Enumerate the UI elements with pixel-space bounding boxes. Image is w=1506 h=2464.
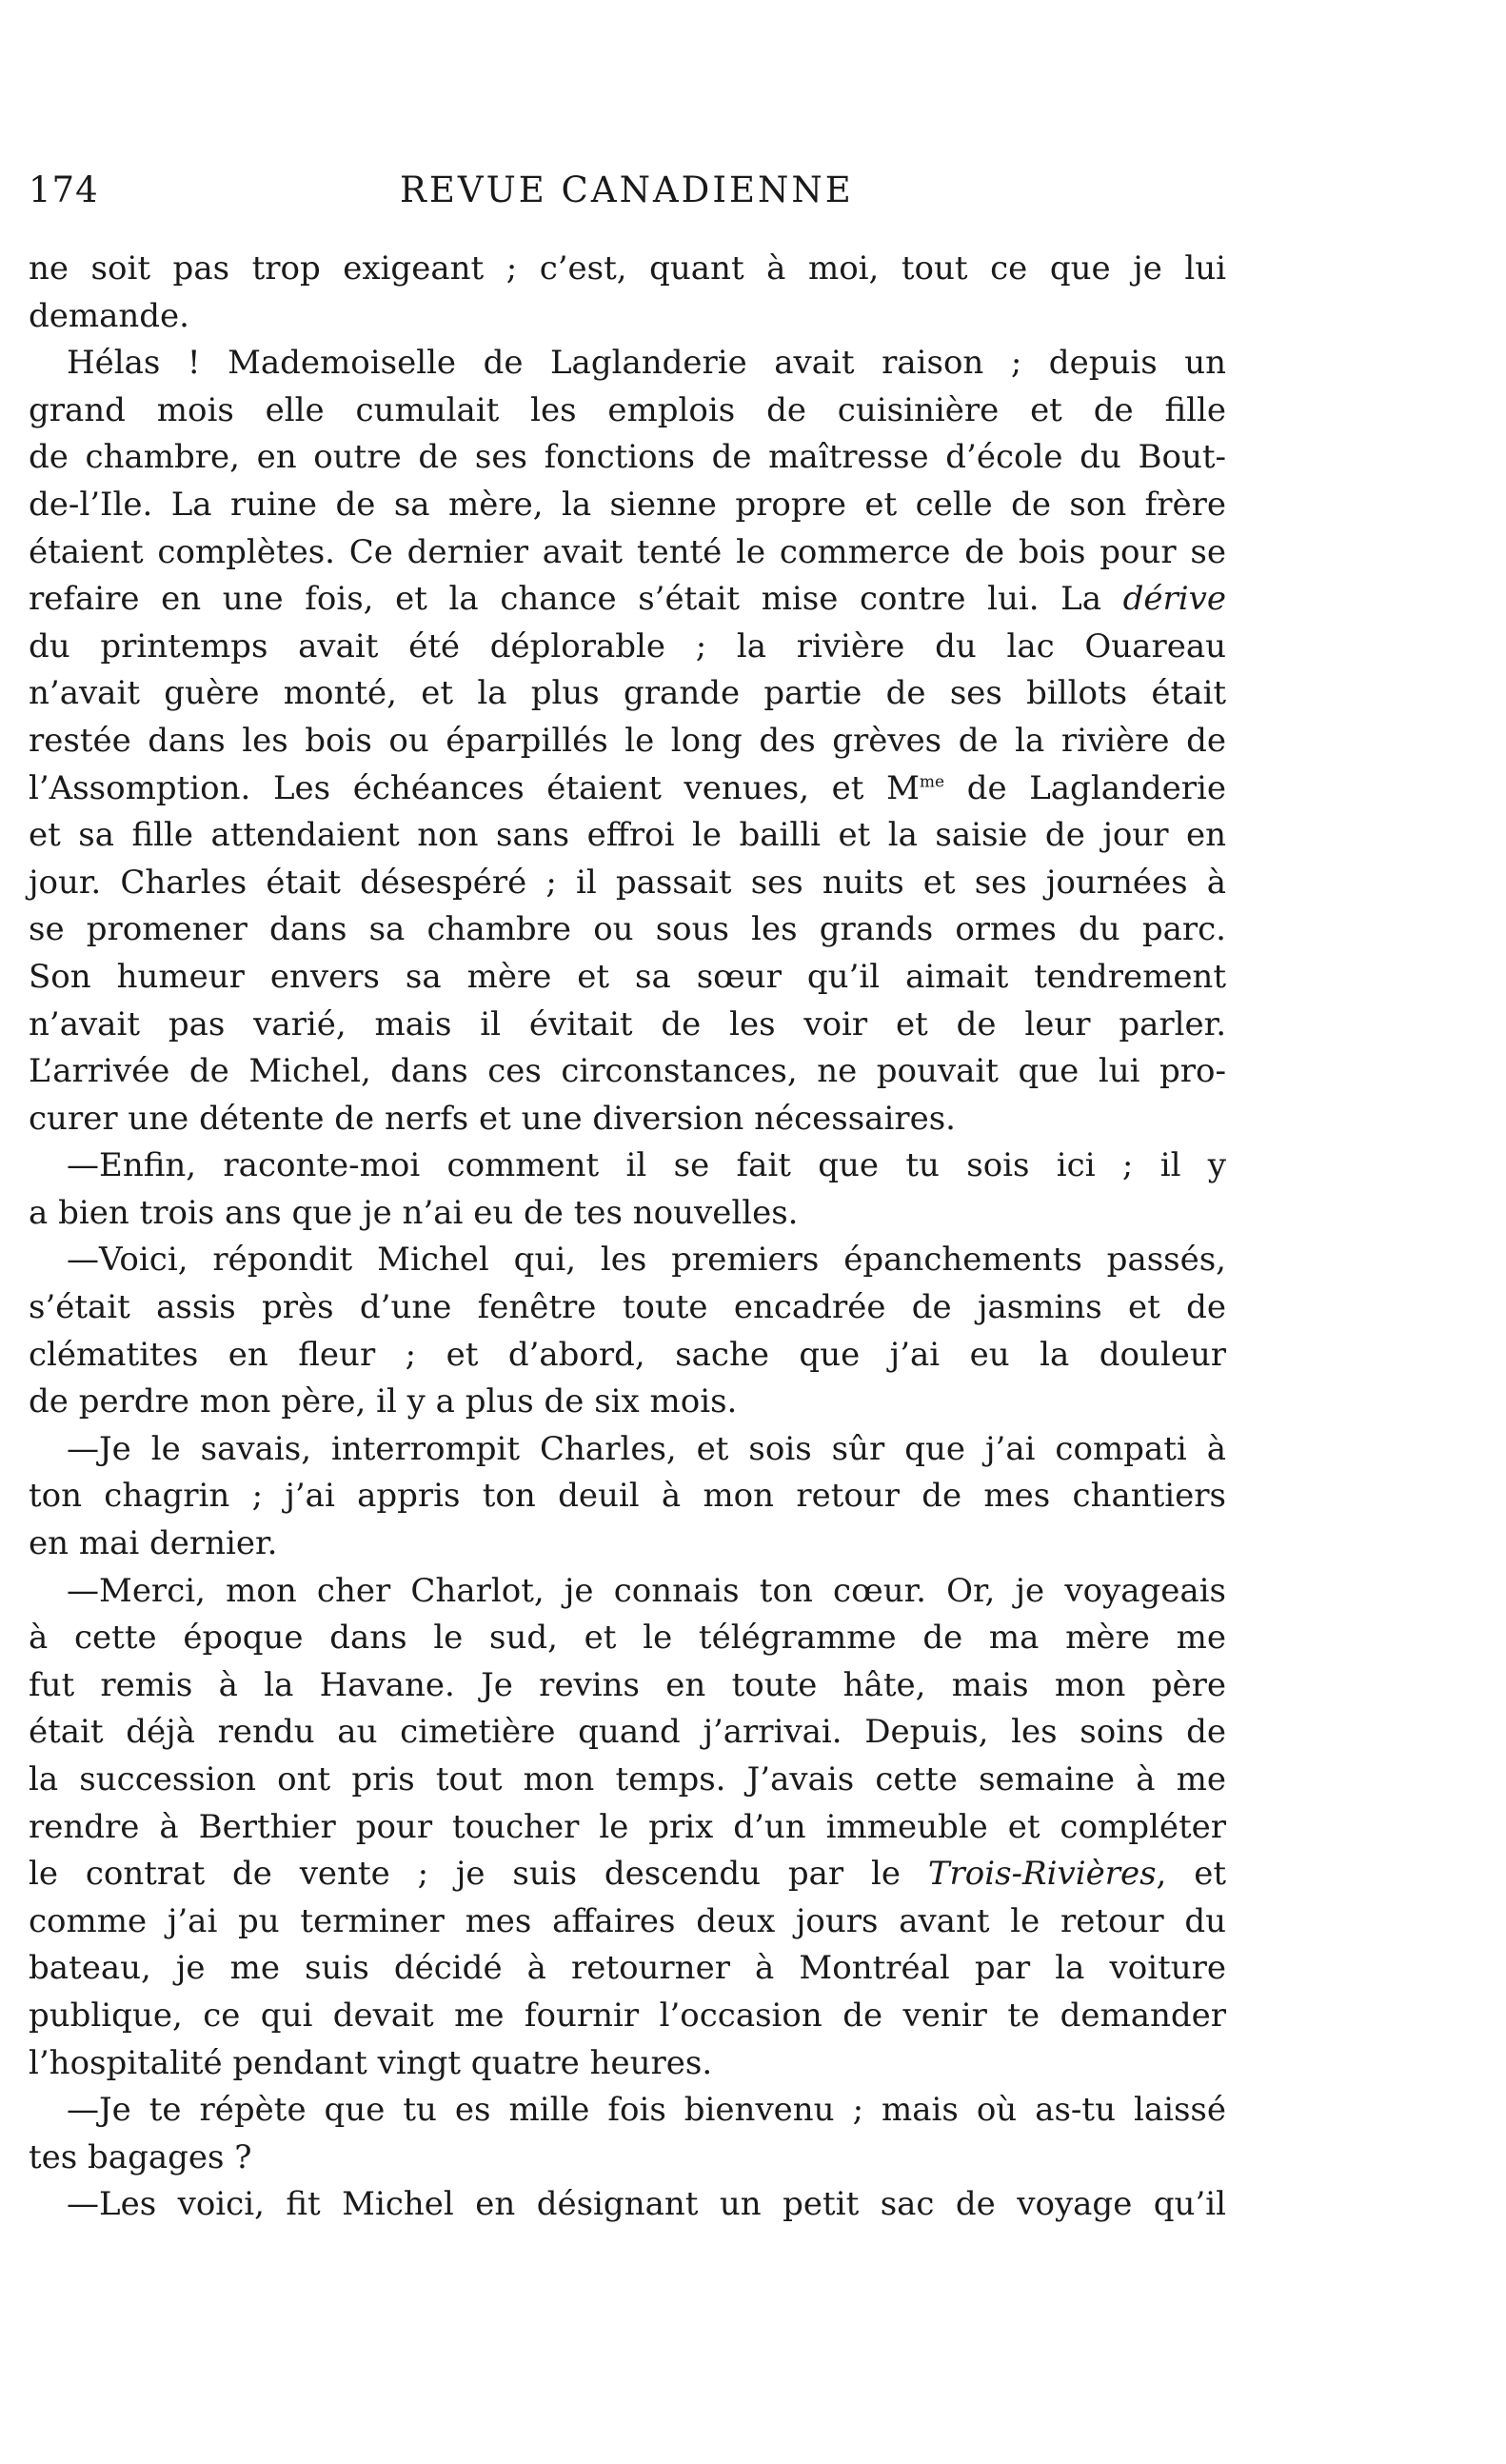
page-number: 174 (29, 169, 99, 210)
text-line: du printemps avait été déplorable ; la rivière du lac Ouareau (29, 626, 1226, 666)
text-line: la succession ont pris tout mon temps. J’avais cette semaine à me (29, 1760, 1226, 1798)
text-segment: de Laglanderie (944, 768, 1227, 807)
text-line: publique, ce qui devait me fournir l’occasion de venir te demander (29, 1996, 1226, 2035)
italic-word: dérive (1122, 580, 1226, 619)
text-line: jour. Charles était désespéré ; il passait ses nuits et ses journées à (29, 863, 1226, 902)
text-line: restée dans les bois ou éparpillés le long des grèves de la rivière de (29, 721, 1226, 760)
text-line: de perdre mon père, il y a plus de six mois. (29, 1382, 738, 1421)
text-line: n’avait pas varié, mais il évitait de les voir et de leur parler. (29, 1004, 1226, 1043)
text-line (29, 1851, 1226, 1898)
text-segment: l’Assomption. Les échéances étaient venues, et M (29, 768, 920, 807)
text-line: se promener dans sa chambre ou sous les grands ormes du parc. (29, 910, 1226, 949)
text-segment: le contrat de vente ; je suis descendu par le (29, 1855, 928, 1894)
text-line: s’était assis près d’une fenêtre toute encadrée de jasmins et de (29, 1288, 1226, 1327)
text-line: Son humeur envers sa mère et sa sœur qu’il aimait tendrement (29, 957, 1226, 996)
text-line: rendre à Berthier pour toucher le prix d’un immeuble et compléter (29, 1807, 1226, 1846)
paragraph-first-line: —Les voici, fit Michel en désignant un petit sac de voyage qu’il (67, 2185, 1226, 2224)
text-line: L’arrivée de Michel, dans ces circonstances, ne pouvait que lui pro- (29, 1052, 1226, 1091)
text-line (29, 576, 1226, 624)
text-line (29, 765, 1226, 813)
text-line: a bien trois ans que je n’ai eu de tes nouvelles. (29, 1193, 799, 1232)
superscript: me (919, 772, 945, 792)
text-line: grand mois elle cumulait les emplois de cuisinière et de fille (29, 390, 1226, 429)
text-line: ton chagrin ; j’ai appris ton deuil à mon retour de mes chantiers (29, 1477, 1226, 1516)
text-line: comme j’ai pu terminer mes affaires deux jours avant le retour du (29, 1901, 1226, 1940)
text-line: curer une détente de nerfs et une diversion nécessaires. (29, 1099, 956, 1138)
paragraph-first-line: Hélas ! Mademoiselle de Laglanderie avait raison ; depuis un (67, 344, 1226, 383)
page-header (0, 169, 1238, 227)
paragraph-first-line: —Je le savais, interrompit Charles, et sois sûr que j’ai compati à (67, 1429, 1226, 1468)
text-line: étaient complètes. Ce dernier avait tenté le commerce de bois pour se (29, 532, 1226, 571)
running-title: REVUE CANADIENNE (400, 169, 854, 210)
text-line: fut remis à la Havane. Je revins en toute hâte, mais mon père (29, 1665, 1226, 1704)
text-line: ne soit pas trop exigeant ; c’est, quant à moi, tout ce que je lui (29, 249, 1226, 288)
paragraph-first-line: —Je te répète que tu es mille fois bienvenu ; mais où as-tu laissé (67, 2091, 1226, 2130)
text-line: tes bagages ? (29, 2137, 252, 2176)
paragraph-first-line: —Merci, mon cher Charlot, je connais ton cœur. Or, je voyageais (67, 1571, 1226, 1610)
text-line: clématites en fleur ; et d’abord, sache que j’ai eu la douleur (29, 1335, 1226, 1374)
text-line: bateau, je me suis décidé à retourner à Montréal par la voiture (29, 1949, 1226, 1988)
text-line: à cette époque dans le sud, et le télégramme de ma mère me (29, 1619, 1226, 1658)
text-line: n’avait guère monté, et la plus grande partie de ses billots était (29, 674, 1226, 713)
paragraph-first-line: —Enfin, raconte-moi comment il se fait que tu sois ici ; il y (67, 1146, 1226, 1185)
text-line: de-l’Ile. La ruine de sa mère, la sienne propre et celle de son frère (29, 485, 1226, 524)
text-segment: refaire en une fois, et la chance s’était mise contre lui. La (29, 580, 1123, 619)
text-line: en mai dernier. (29, 1524, 278, 1563)
text-segment: , et (1156, 1855, 1226, 1894)
text-line: et sa fille attendaient non sans effroi le bailli et la saisie de jour en (29, 816, 1226, 855)
text-line: demande. (29, 296, 189, 335)
body-text (29, 246, 1226, 2229)
text-line: l’hospitalité pendant vingt quatre heures. (29, 2043, 713, 2082)
paragraph-first-line: —Voici, répondit Michel qui, les premiers épanchements passés, (67, 1241, 1226, 1280)
italic-word: Trois-Rivières (927, 1855, 1157, 1894)
text-line: était déjà rendu au cimetière quand j’arrivai. Depuis, les soins de (29, 1713, 1226, 1752)
text-line: de chambre, en outre de ses fonctions de maîtresse d’école du Bout- (29, 438, 1226, 477)
